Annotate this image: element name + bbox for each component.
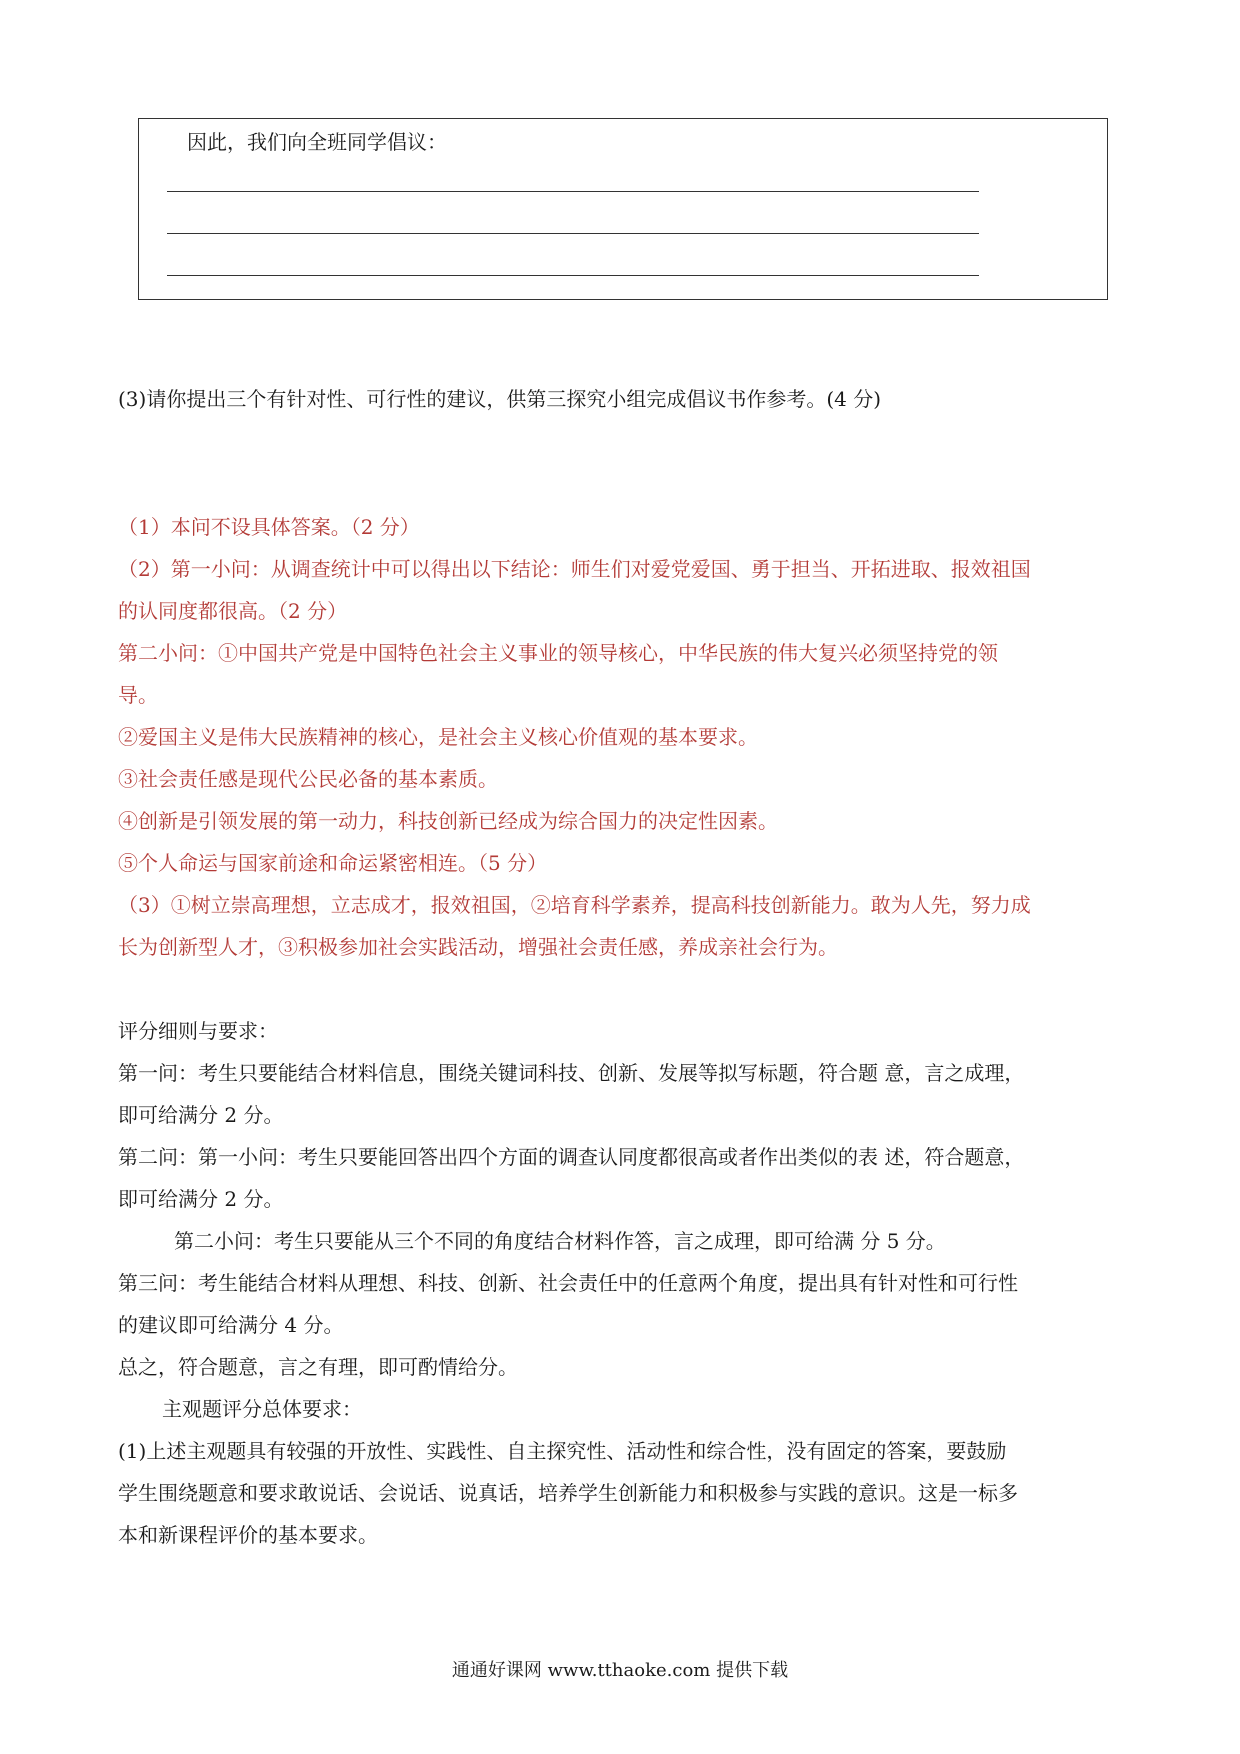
scoring-heading: 评分细则与要求： bbox=[118, 1019, 278, 1043]
proposal-intro: 因此，我们向全班同学倡议： bbox=[187, 130, 447, 154]
answer-2b-line-2: 导。 bbox=[118, 683, 158, 707]
scoring-q2b: 第二小问：考生只要能从三个不同的角度结合材料作答，言之成理，即可给满 分 5 分。 bbox=[174, 1229, 946, 1253]
answer-2-line-1: （2）第一小问：从调查统计中可以得出以下结论：师生们对爱党爱国、勇于担当、开拓进取、报效祖国 bbox=[118, 557, 1031, 581]
general-heading: 主观题评分总体要求： bbox=[162, 1397, 362, 1421]
answer-2b-line-1: 第二小问：①中国共产党是中国特色社会主义事业的领导核心，中华民族的伟大复兴必须坚持党的领 bbox=[118, 641, 998, 665]
scoring-q2-line-1: 第二问：第一小问：考生只要能回答出四个方面的调查认同度都很高或者作出类似的表 述，符合题意， bbox=[118, 1145, 1025, 1169]
scoring-q3-line-2: 的建议即可给满分 4 分。 bbox=[118, 1313, 344, 1337]
fill-line-2[interactable] bbox=[167, 233, 979, 234]
answer-2b-point-5: ⑤个人命运与国家前途和命运紧密相连。（5 分） bbox=[118, 851, 548, 875]
scoring-q1-line-2: 即可给满分 2 分。 bbox=[118, 1103, 284, 1127]
general-line-2: 学生围绕题意和要求敢说话、会说话、说真话，培养学生创新能力和积极参与实践的意识。这是一标多 bbox=[118, 1481, 1018, 1505]
fill-line-1[interactable] bbox=[167, 191, 979, 192]
answer-2-line-2: 的认同度都很高。（2 分） bbox=[118, 599, 348, 623]
general-line-3: 本和新课程评价的基本要求。 bbox=[118, 1523, 378, 1547]
page-footer: 通通好课网 www.tthaoke.com 提供下载 bbox=[451, 1660, 789, 1681]
answer-2b-point-4: ④创新是引领发展的第一动力，科技创新已经成为综合国力的决定性因素。 bbox=[118, 809, 778, 833]
fill-line-3[interactable] bbox=[167, 275, 979, 276]
proposal-box bbox=[138, 118, 1108, 300]
scoring-q1-line-1: 第一问：考生只要能结合材料信息，围绕关键词科技、创新、发展等拟写标题，符合题 意，言之成理， bbox=[118, 1061, 1025, 1085]
answer-1: （1）本问不设具体答案。（2 分） bbox=[118, 515, 420, 539]
answer-2b-point-2: ②爱国主义是伟大民族精神的核心，是社会主义核心价值观的基本要求。 bbox=[118, 725, 758, 749]
answer-3-line-2: 长为创新型人才，③积极参加社会实践活动，增强社会责任感，养成亲社会行为。 bbox=[118, 935, 838, 959]
answer-3-line-1: （3）①树立崇高理想，立志成才，报效祖国，②培育科学素养，提高科技创新能力。敢为人先，努力成 bbox=[118, 893, 1031, 917]
scoring-q2-line-2: 即可给满分 2 分。 bbox=[118, 1187, 284, 1211]
answer-2b-point-3: ③社会责任感是现代公民必备的基本素质。 bbox=[118, 767, 498, 791]
scoring-summary: 总之，符合题意，言之有理，即可酌情给分。 bbox=[118, 1355, 518, 1379]
question-3: (3)请你提出三个有针对性、可行性的建议，供第三探究小组完成倡议书作参考。(4 分) bbox=[118, 387, 882, 411]
general-line-1: (1)上述主观题具有较强的开放性、实践性、自主探究性、活动性和综合性，没有固定的答案，要鼓励 bbox=[118, 1439, 1007, 1463]
scoring-q3-line-1: 第三问：考生能结合材料从理想、科技、创新、社会责任中的任意两个角度，提出具有针对性和可行性 bbox=[118, 1271, 1018, 1295]
